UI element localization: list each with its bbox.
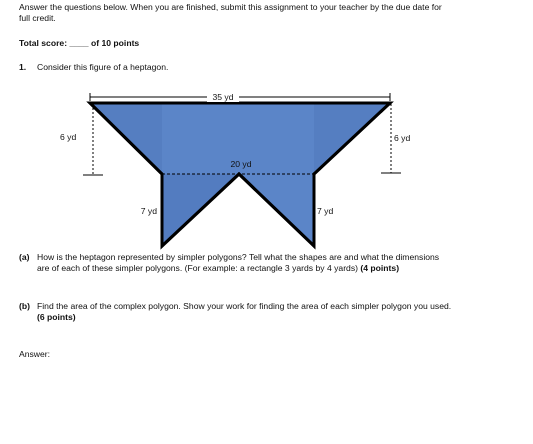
part-a-line-2: are of each of these simpler polygons. (For example: a rectangle 3 yards by 4 yards) <box>37 263 358 273</box>
part-b-label: (b) <box>19 301 30 311</box>
part-a-label: (a) <box>19 252 30 262</box>
part-b <box>19 301 524 323</box>
top-width-label: 35 yd <box>212 92 234 102</box>
instructions-line-2: full credit. <box>19 13 56 23</box>
score-label: Total score: <box>19 38 68 48</box>
question-1-number: 1. <box>19 62 27 72</box>
left-height-label: 6 yd <box>60 132 77 142</box>
score-blank: ____ <box>69 38 89 48</box>
question-1-prompt: Consider this figure of a heptagon. <box>37 62 169 72</box>
part-b-line-1: Find the area of the complex polygon. Show your work for finding the area of each simpler polygon you used. <box>37 301 452 311</box>
part-a <box>19 252 524 274</box>
right-leg-label: 7 yd <box>317 206 334 216</box>
answer-label: Answer: <box>19 349 51 359</box>
middle-width-label: 20 yd <box>230 159 252 169</box>
part-b-points: (6 points) <box>37 312 76 322</box>
score-suffix: of 10 points <box>90 38 140 48</box>
instructions-line-1: Answer the questions below. When you are finished, submit this assignment to your teacher by the due date for <box>19 2 442 12</box>
part-a-points: (4 points) <box>360 263 400 273</box>
right-height-label: 6 yd <box>394 133 411 143</box>
left-leg-label: 7 yd <box>140 206 157 216</box>
part-a-line-1: How is the heptagon represented by simpler polygons? Tell what the shapes are and what the dimensions <box>37 252 440 262</box>
